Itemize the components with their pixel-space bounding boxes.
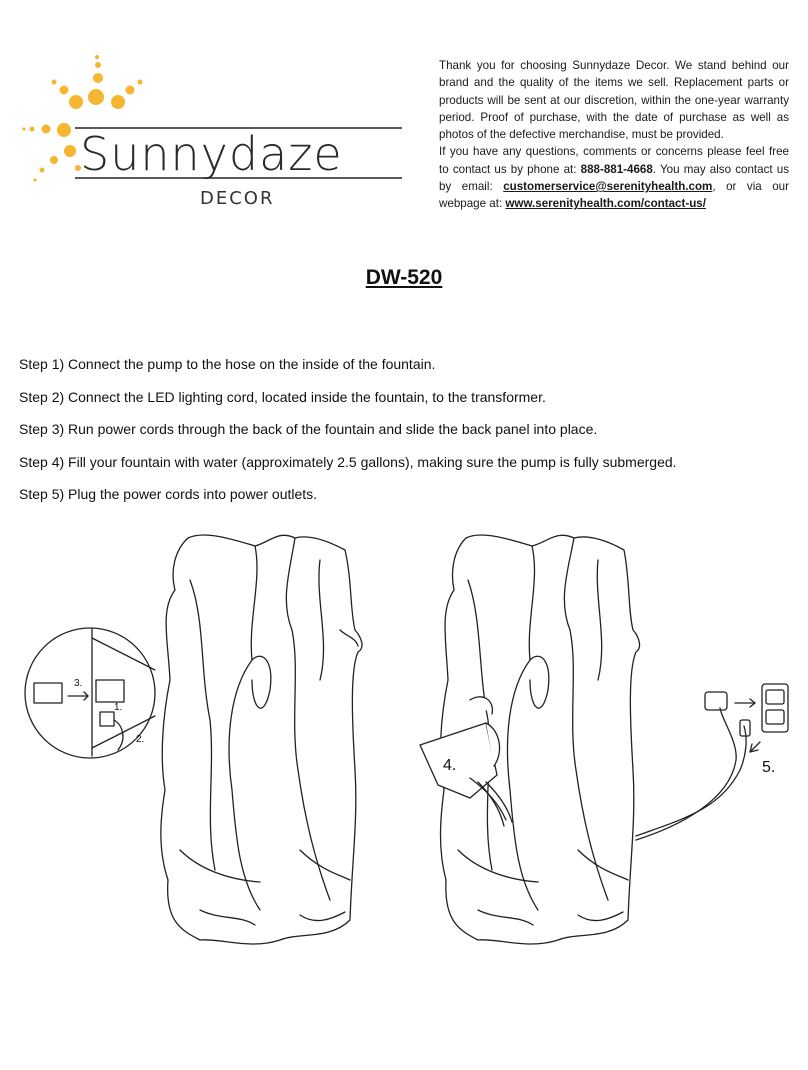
intro-text: [439, 57, 789, 213]
intro-paragraph-2: [439, 143, 789, 212]
step-3: Step 3) Run power cords through the back of the fountain and slide the back panel into place.: [19, 421, 598, 437]
power-cord-drawing: [636, 684, 788, 840]
inset-detail: [25, 628, 155, 758]
fountain-left-drawing: [161, 535, 362, 944]
step-5: Step 5) Plug the power cords into power outlets.: [19, 486, 318, 502]
brand-name: Sunnydaze: [80, 127, 343, 181]
steps-list: [19, 355, 799, 518]
brand-logo: [20, 52, 420, 222]
step-2: Step 2) Connect the LED lighting cord, located inside the fountain, to the transformer.: [19, 388, 546, 405]
label-step-2: 2.: [136, 734, 145, 745]
fountain-illustration: [0, 520, 808, 980]
step-1: Step 1) Connect the pump to the hose on the inside of the fountain.: [19, 356, 436, 372]
label-step-1: 1.: [114, 702, 123, 713]
label-step-3: 3.: [74, 678, 83, 689]
intro-paragraph-1: Thank you for choosing Sunnydaze Decor. We stand behind our brand and the quality of the items we sell. Replacement parts or products will be sent at our discretion, within the one-year warranty period. Proof of purchase, with the date of purchase as well as photos of the defective merchandise, must be provided.: [439, 59, 789, 142]
label-step-4: 4.: [443, 757, 457, 774]
brand-sub: DECOR: [200, 188, 275, 209]
step-4: Step 4) Fill your fountain with water (approximately 2.5 gallons), making sure the pump is fully submerged.: [19, 453, 677, 470]
sun-logo-icon: [20, 52, 420, 222]
phone-number: 888-881-4668: [580, 162, 653, 176]
intro-contact-text: If you have any questions, comments or concerns please feel free to contact us by phone at:: [439, 145, 789, 176]
web-link[interactable]: www.serenityhealth.com/contact-us/: [505, 197, 706, 211]
label-step-5: 5.: [762, 759, 776, 776]
email-link[interactable]: customerservice@serenityhealth.com: [503, 180, 713, 194]
intro-contact-text-3: , or via our webpage at:: [439, 180, 789, 211]
bucket-drawing: [420, 697, 512, 826]
page-title: DW-520: [365, 266, 443, 289]
intro-contact-text-2: . You may also contact us by email:: [439, 162, 789, 194]
